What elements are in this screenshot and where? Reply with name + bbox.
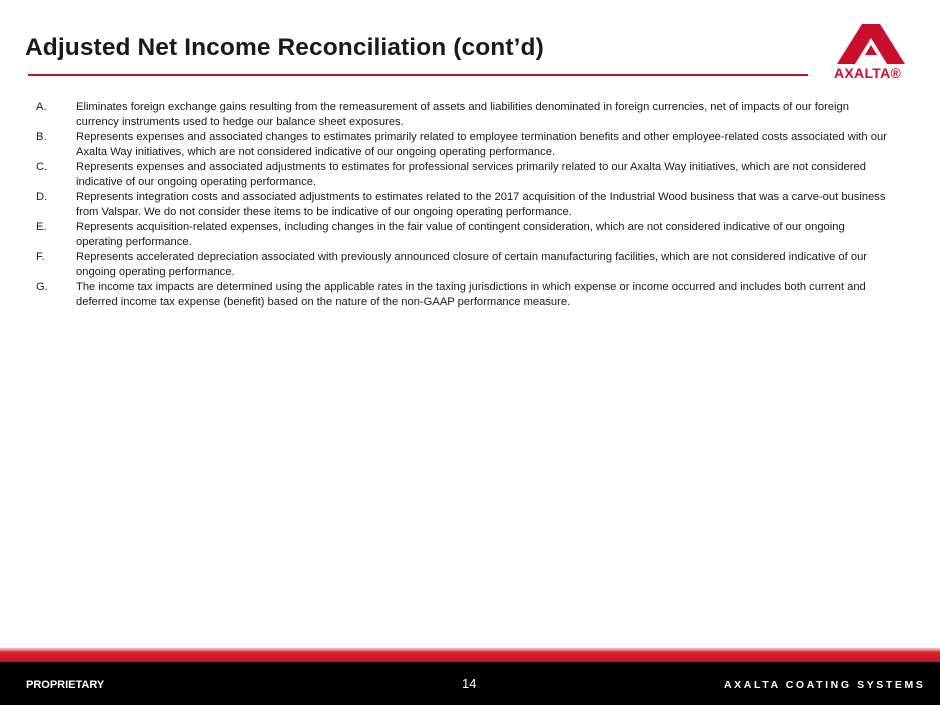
footnote-item [36, 190, 891, 220]
footnote-marker: D. [36, 191, 48, 203]
page-number: 14 [462, 676, 477, 691]
footnote-list [36, 100, 891, 310]
footer-red-band [0, 648, 940, 662]
footnote-text: The income tax impacts are determined using the applicable rates in the taxing jurisdictions in which expense or income occurred and includes both current and deferred income tax expense (benefit) based on the nature of the non-GAAP performance measure. [76, 281, 866, 308]
footnote-text: Eliminates foreign exchange gains resulting from the remeasurement of assets and liabilities denominated in foreign currencies, net of impacts of our foreign currency instruments used to hedge our balance sheet exposures. [76, 101, 849, 128]
axalta-a-logo-icon [837, 24, 905, 64]
footnote-text: Represents accelerated depreciation associated with previously announced closure of certain manufacturing facilities, which are not considered indicative of our ongoing operating performance. [76, 251, 868, 278]
axalta-logo [830, 24, 912, 84]
footnote-text: Represents acquisition-related expenses, including changes in the fair value of contingent consideration, which are not considered indicative of our ongoing operating performance. [76, 221, 845, 248]
logo-wordmark: AXALTA® [834, 65, 902, 81]
footnote-marker: E. [36, 221, 47, 233]
footnote-marker: F. [36, 251, 45, 263]
footnote-marker: B. [36, 131, 47, 143]
footnote-item [36, 100, 891, 130]
title-divider [28, 74, 808, 76]
footnote-marker: C. [36, 161, 48, 173]
proprietary-label: PROPRIETARY [26, 679, 105, 691]
slide-title: Adjusted Net Income Reconciliation (cont’d) [25, 34, 544, 61]
company-tagline: AXALTA COATING SYSTEMS [724, 679, 926, 691]
footnote-item [36, 160, 891, 190]
footnote-marker: A. [36, 101, 47, 113]
footnote-marker: G. [36, 281, 48, 293]
footnote-text: Represents integration costs and associated adjustments to estimates related to the 2017 acquisition of the Industrial Wood business that was a carve-out business from Valspar. We do not consider these items to be indicative of our ongoing operating performance. [76, 191, 886, 218]
footnote-item [36, 130, 891, 160]
footnote-item [36, 220, 891, 250]
footnote-item [36, 280, 891, 310]
footnote-text: Represents expenses and associated adjustments to estimates for professional services primarily related to our Axalta Way initiatives, which are not considered indicative of our ongoing operating performance. [76, 161, 866, 188]
slide-footer [0, 648, 940, 705]
footnote-item [36, 250, 891, 280]
footnote-text: Represents expenses and associated changes to estimates primarily related to employee termination benefits and other employee-related costs associated with our Axalta Way initiatives, which are not considered indicative of our ongoing operating performance. [76, 131, 887, 158]
